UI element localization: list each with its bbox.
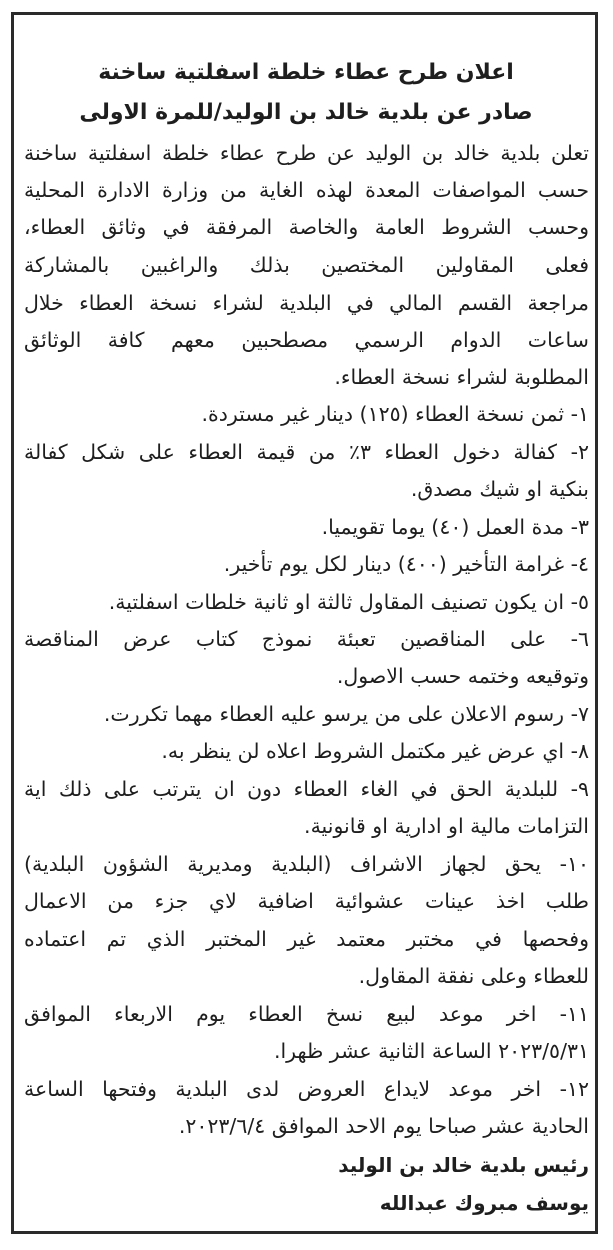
list-item: ٢- كفالة دخول العطاء ٣٪ من قيمة العطاء على شكل كفالة [24, 440, 589, 464]
list-item: ١٠- يحق لجهاز الاشراف (البلدية ومديرية الشؤون البلدية) [24, 852, 589, 876]
list-item: ٨- اي عرض غير مكتمل الشروط اعلاه لن ينظر به. [161, 739, 589, 763]
body-line: مراجعة القسم المالي في البلدية لشراء نسخة العطاء خلال [24, 291, 589, 315]
notice-subtitle: صادر عن بلدية خالد بن الوليد/للمرة الاولى [79, 100, 533, 125]
list-item-continuation: للعطاء وعلى نفقة المقاول. [358, 964, 589, 988]
signature-name: يوسف مبروك عبدالله [379, 1191, 589, 1215]
list-item: ٥- ان يكون تصنيف المقاول ثالثة او ثانية خلطات اسفلتية. [108, 590, 589, 614]
list-item-continuation: ٢٠٢٣/٥/٣١ الساعة الثانية عشر ظهرا. [273, 1039, 589, 1063]
list-item: ١- ثمن نسخة العطاء (١٢٥) دينار غير مستردة. [201, 402, 589, 426]
list-item: ٤- غرامة التأخير (٤٠٠) دينار لكل يوم تأخير. [223, 552, 589, 576]
list-item: ٩- للبلدية الحق في الغاء العطاء دون ان يترتب على ذلك اية [24, 777, 589, 801]
list-item: ٦- على المناقصين تعبئة نموذج كتاب عرض المناقصة [24, 627, 589, 651]
list-item-continuation: الحادية عشر صباحا يوم الاحد الموافق ٢٠٢٣/٦/٤. [178, 1114, 589, 1138]
list-item-continuation: طلب اخذ عينات عشوائية اضافية لاي جزء من الاعمال [24, 889, 589, 913]
list-item-continuation: التزامات مالية او ادارية او قانونية. [304, 814, 589, 838]
list-item-continuation: وتوقيعه وختمه حسب الاصول. [336, 664, 589, 688]
signature-title: رئيس بلدية خالد بن الوليد [338, 1153, 589, 1177]
body-line: فعلى المقاولين المختصين بذلك والراغبين بالمشاركة [24, 253, 589, 277]
list-item-continuation: بنكية او شيك مصدق. [410, 477, 589, 501]
body-line: ساعات الدوام الرسمي مصطحبين معهم كافة الوثائق [24, 328, 589, 352]
notice-title: اعلان طرح عطاء خلطة اسفلتية ساخنة [98, 60, 514, 85]
body-line: المطلوبة لشراء نسخة العطاء. [334, 365, 589, 389]
list-item: ٧- رسوم الاعلان على من يرسو عليه العطاء مهما تكررت. [103, 702, 589, 726]
list-item: ١٢- اخر موعد لايداع العروض لدى البلدية وفتحها الساعة [24, 1077, 589, 1101]
body-line: تعلن بلدية خالد بن الوليد عن طرح عطاء خلطة اسفلتية ساخنة [24, 141, 589, 165]
body-line: حسب المواصفات المعدة لهذه الغاية من وزارة الادارة المحلية [24, 178, 589, 202]
list-item: ١١- اخر موعد لبيع نسخ العطاء يوم الاربعاء الموافق [24, 1002, 589, 1026]
body-line: وحسب الشروط العامة والخاصة المرفقة في وثائق العطاء، [24, 215, 589, 239]
list-item-continuation: وفحصها في مختبر معتمد غير المختبر الذي تم اعتماده [24, 927, 589, 951]
list-item: ٣- مدة العمل (٤٠) يوما تقويميا. [321, 515, 589, 539]
